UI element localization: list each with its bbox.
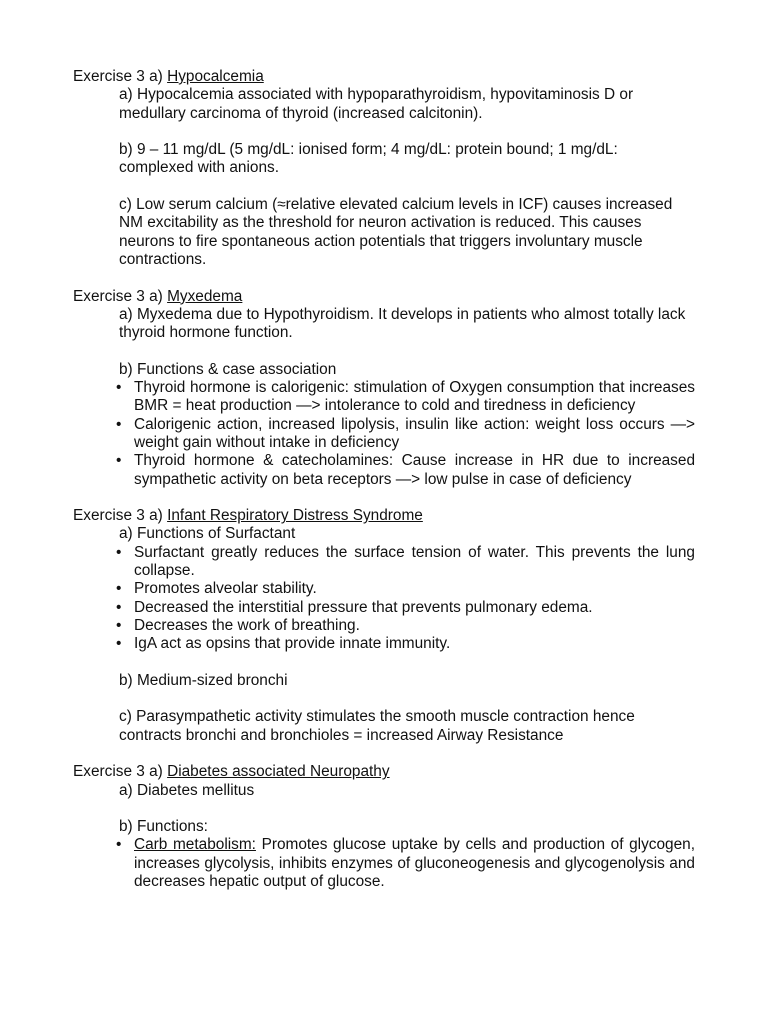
list-item: • Thyroid hormone is calorigenic: stimulation of Oxygen consumption that increases BMR = heat production —> intolerance to cold and tiredness in deficiency [134,379,695,416]
answer-c: c) Parasympathetic activity stimulates the smooth muscle contraction hence contracts bronchi and bronchioles = increased Airway Resistance [119,708,635,744]
section-irds [73,507,695,745]
bullet-list [134,544,695,654]
answer-b: b) Medium-sized bronchi [119,671,288,689]
bullet-list [134,379,695,489]
bullet-label: Carb metabolism: [134,836,256,854]
section-prefix: Exercise 3 a) [73,507,168,525]
list-item: • Thyroid hormone & catecholamines: Cause increase in HR due to increased sympathetic activity on beta receptors —> low pulse in case of deficiency [134,452,695,489]
answer-a: a) Myxedema due to Hypothyroidism. It develops in patients who almost totally lack thyroid hormone function. [119,305,686,342]
answer-c: c) Low serum calcium (≈relative elevated calcium levels in ICF) causes increased NM excitability as the threshold for neuron activation is reduced. This causes neurons to fire spontaneous action potentials that triggers involuntary muscle contractions. [119,196,673,268]
section-title [73,288,695,306]
section-topic: Infant Respiratory Distress Syndrome [167,507,423,525]
section-title [73,68,695,86]
answer-b: b) 9 – 11 mg/dL (5 mg/dL: ionised form; 4 mg/dL: protein bound; 1 mg/dL: complexed with anions. [119,141,618,177]
list-item: • IgA act as opsins that provide innate immunity. [134,635,695,653]
answer-b: b) Functions & case association [119,360,337,378]
bullet-list [134,836,695,891]
section-prefix: Exercise 3 a) [73,763,168,781]
list-item [134,836,695,891]
list-item: • Promotes alveolar stability. [134,580,695,598]
list-item: • Surfactant greatly reduces the surface tension of water. This prevents the lung collapse. [134,544,695,581]
list-item: • Decreased the interstitial pressure that prevents pulmonary edema. [134,599,695,617]
section-myxedema [73,288,695,489]
section-title [73,763,695,781]
bullet-text: Promotes glucose uptake by cells and production of glycogen, increases glycolysis, inhibits enzymes of gluconeogenesis and glycogenolysis and decreases hepatic output of glucose. [134,836,695,891]
section-diabetes [73,763,695,891]
section-prefix: Exercise 3 a) [73,287,168,305]
section-hypocalcemia [73,68,695,269]
list-item: • Decreases the work of breathing. [134,617,695,635]
answer-b: b) Functions: [119,818,208,836]
section-topic: Hypocalcemia [167,68,264,85]
section-prefix: Exercise 3 a) [73,68,168,85]
list-item: • Calorigenic action, increased lipolysis, insulin like action: weight loss occurs —> weight gain without intake in deficiency [134,416,695,453]
answer-a: a) Diabetes mellitus [119,781,255,799]
document-page [73,68,695,891]
section-topic: Myxedema [167,287,243,305]
section-topic: Diabetes associated Neuropathy [167,763,390,781]
section-title [73,507,695,525]
answer-a: a) Functions of Surfactant [119,525,296,543]
answer-a: a) Hypocalcemia associated with hypoparathyroidism, hypovitaminosis D or medullary carcinoma of thyroid (increased calcitonin). [119,86,634,122]
